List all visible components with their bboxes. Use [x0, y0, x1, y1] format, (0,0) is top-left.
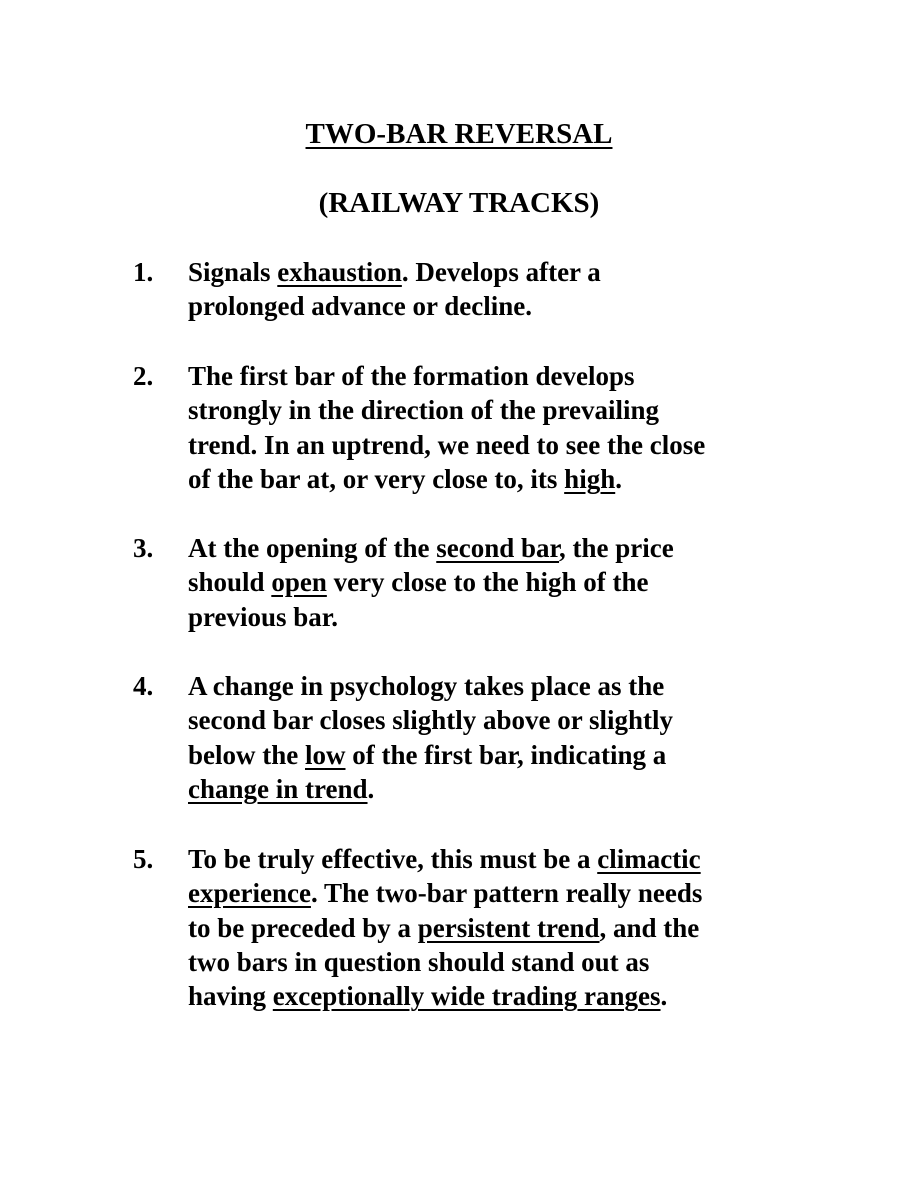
text-run: .	[615, 463, 622, 494]
underlined-text: low	[305, 739, 346, 770]
list-item-number: 3.	[133, 533, 154, 563]
text-run: two bars in question should stand out as	[188, 946, 650, 977]
text-run: prolonged advance or decline.	[188, 291, 533, 322]
text-run: trend. In an uptrend, we need to see the close	[188, 429, 706, 460]
page-title	[0, 117, 918, 151]
page-title-text: TWO-BAR REVERSAL	[305, 118, 613, 150]
text-run: below the	[188, 739, 305, 770]
list-item-text	[188, 531, 788, 634]
list-item-text	[188, 842, 788, 1013]
list-item-number: 4.	[133, 671, 154, 701]
text-run: second bar closes slightly above or slightly	[188, 705, 674, 736]
underlined-text: exceptionally wide trading ranges	[272, 981, 661, 1012]
list-item-number: 2.	[133, 361, 154, 391]
text-run: , and the	[599, 912, 700, 943]
text-run: .	[660, 981, 668, 1012]
list-item-number: 1.	[133, 257, 154, 287]
text-run: The first bar of the formation develops	[188, 361, 635, 391]
text-run: A change in psychology takes place as the	[188, 671, 665, 701]
text-run: of the first bar, indicating a	[345, 739, 667, 770]
text-run: , the price	[559, 533, 674, 563]
list-item-number: 5.	[133, 844, 154, 874]
text-run: . Develops after a	[401, 257, 601, 287]
underlined-text: persistent trend	[417, 912, 600, 943]
text-run: of the bar at, or very close to, its	[188, 463, 565, 494]
underlined-text: change in trend	[188, 773, 368, 804]
text-run: At the opening of the	[188, 533, 437, 563]
underlined-text: high	[564, 463, 616, 494]
text-run: . The two-bar pattern really needs	[310, 878, 703, 909]
page-subtitle: (RAILWAY TRACKS)	[318, 187, 600, 219]
underlined-text: experience	[188, 878, 311, 909]
text-run: previous bar.	[188, 601, 339, 632]
underlined-text: climactic	[597, 844, 701, 874]
list-item-text	[188, 255, 788, 324]
underlined-text: second bar	[436, 533, 560, 563]
underlined-text: open	[271, 567, 327, 598]
list-item-text	[188, 359, 788, 496]
text-run: strongly in the direction of the prevailing	[188, 395, 660, 426]
text-run: should	[188, 567, 272, 598]
text-run: to be preceded by a	[188, 912, 418, 943]
underlined-text: exhaustion	[277, 257, 402, 287]
text-run: Signals	[188, 257, 278, 287]
text-run: .	[367, 773, 375, 804]
text-run: very close to the high of the	[326, 567, 649, 598]
list-item-text	[188, 669, 788, 806]
text-run: having	[188, 981, 273, 1012]
text-run: To be truly effective, this must be a	[188, 844, 598, 874]
